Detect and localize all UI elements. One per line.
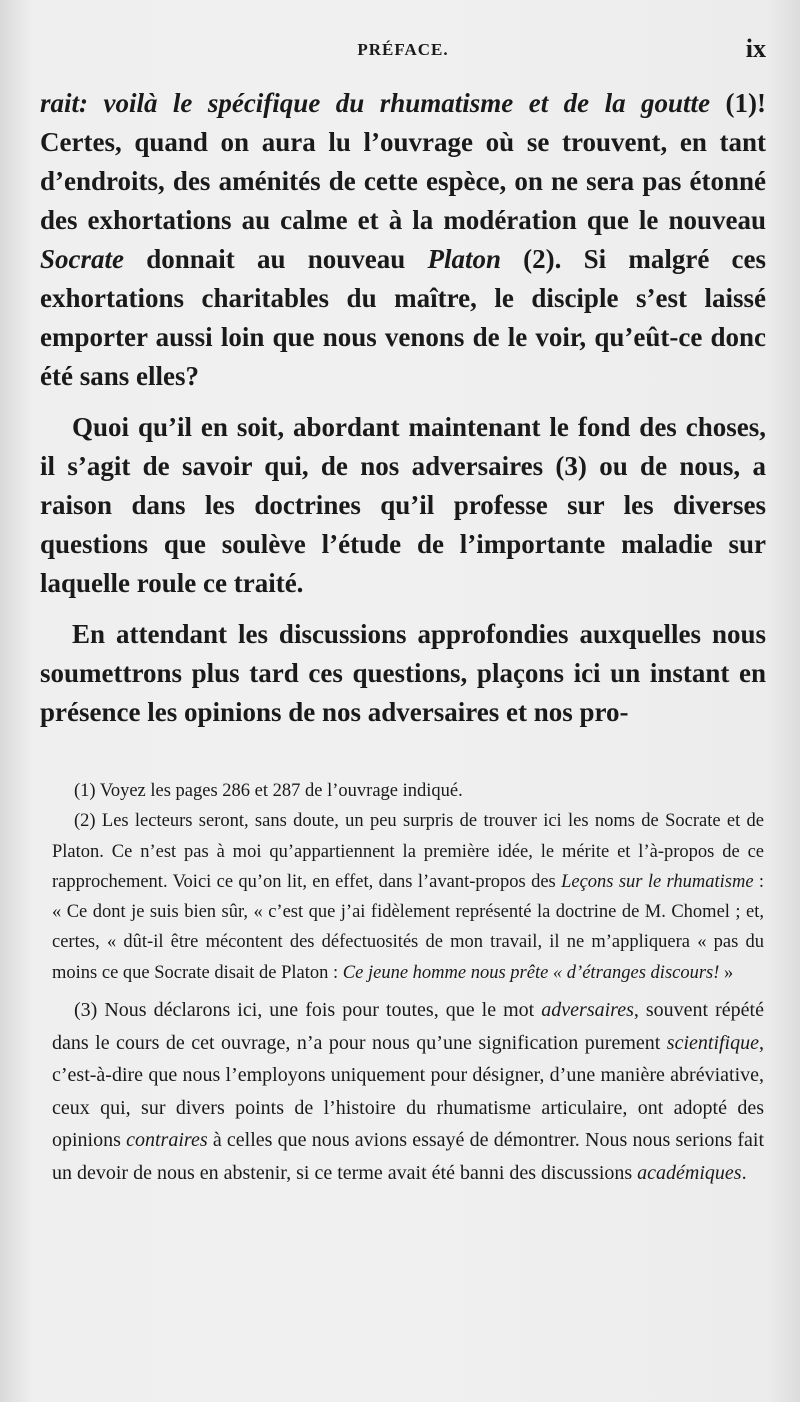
term-adversaires: adversaires [541, 999, 634, 1022]
footnote-2-quote-text: : « Ce dont je suis bien sûr, « c’est que j’ai fidèlement représenté la doctrine de M. Chomel ; et, certes, « dût-il être mécontent des défectuosités de mon travail, il ne m’appliquera « pas du moins ce que Socrate disait de Platon : [52, 871, 765, 983]
book-title: Leçons sur le rhumatisme [561, 871, 754, 892]
term-contraires: contraires [126, 1129, 208, 1152]
footnote-3 [52, 994, 764, 1189]
paragraph-1-text: Certes, quand on aura lu l’ouvrage où se trouvent, en tant d’endroits, des aménités de cette espèce, on ne sera pas étonné des exhortations au calme et à la modération que le nouveau [40, 127, 766, 235]
page-number: ix [745, 34, 766, 63]
platon-name: Platon [427, 244, 501, 274]
footnote-3-end: . [741, 1161, 747, 1184]
paragraph-1-end: (2). Si malgré ces exhortations charitables du maître, le disciple s’est laissé emporter aussi loin que nous venons de le voir, qu’eût-ce donc été sans elles? [40, 244, 767, 391]
footnote-2-italic-quote: Ce jeune homme nous prête « d’étranges discours! [342, 962, 720, 983]
footnote-3-text-a: (3) Nous déclarons ici, une fois pour toutes, que le mot [74, 999, 542, 1022]
paragraph-3: En attendant les discussions approfondies auxquelles nous soumettrons plus tard ces questions, plaçons ici un instant en présence les opinions de nos adversaires et nos pro- [40, 619, 766, 727]
italic-phrase: rait: voilà le spécifique du rhumatisme et de la goutte [40, 88, 711, 118]
socrate-name: Socrate [40, 244, 124, 274]
footnote-3-text-c: , c’est-à-dire que nous l’employons uniquement pour désigner, d’une manière abréviative, ceux qui, sur divers points de l’histoire du rhumatisme articulaire, ont adopté des opinions [52, 1031, 764, 1152]
paragraph-1-mid: donnait au nouveau [124, 244, 428, 274]
page-header [40, 36, 766, 66]
footnote-2-text: (2) Les lecteurs seront, sans doute, un peu surpris de trouver ici les noms de Socrate et de Platon. Ce n’est pas à moi qu’appartiennent la première idée, le mérite et l’à-propos de ce rapprochement. Voici ce qu’on lit, en effet, dans l’avant-propos des [52, 811, 764, 892]
term-academiques: académiques [637, 1161, 742, 1184]
footnotes [52, 776, 764, 1189]
paragraph-1 [40, 84, 766, 396]
paragraph-2: Quoi qu’il en soit, abordant maintenant le fond des choses, il s’agit de savoir qui, de nos adversaires (3) ou de nous, a raison dans les doctrines qu’il professe sur les diverses questions que soulève l’étude de l’importante maladie sur laquelle roule ce traité. [40, 412, 766, 598]
footnote-ref-1: (1)! [710, 88, 766, 118]
footnote-3-text-d: à celles que nous avions essayé de démontrer. Nous nous serions fait un devoir de nous en abstenir, si ce terme avait été banni des discussions [52, 1129, 764, 1184]
footnote-2-end: » [719, 962, 734, 983]
main-text [40, 84, 766, 732]
footnote-2 [52, 806, 764, 988]
footnote-1: (1) Voyez les pages 286 et 287 de l’ouvrage indiqué. [74, 781, 463, 801]
term-scientifique: scientifique [666, 1031, 759, 1054]
footnote-3-text-b: , souvent répété dans le cours de cet ouvrage, n’a pour nous qu’une signification purement [52, 999, 764, 1054]
running-title: PRÉFACE. [357, 40, 449, 59]
